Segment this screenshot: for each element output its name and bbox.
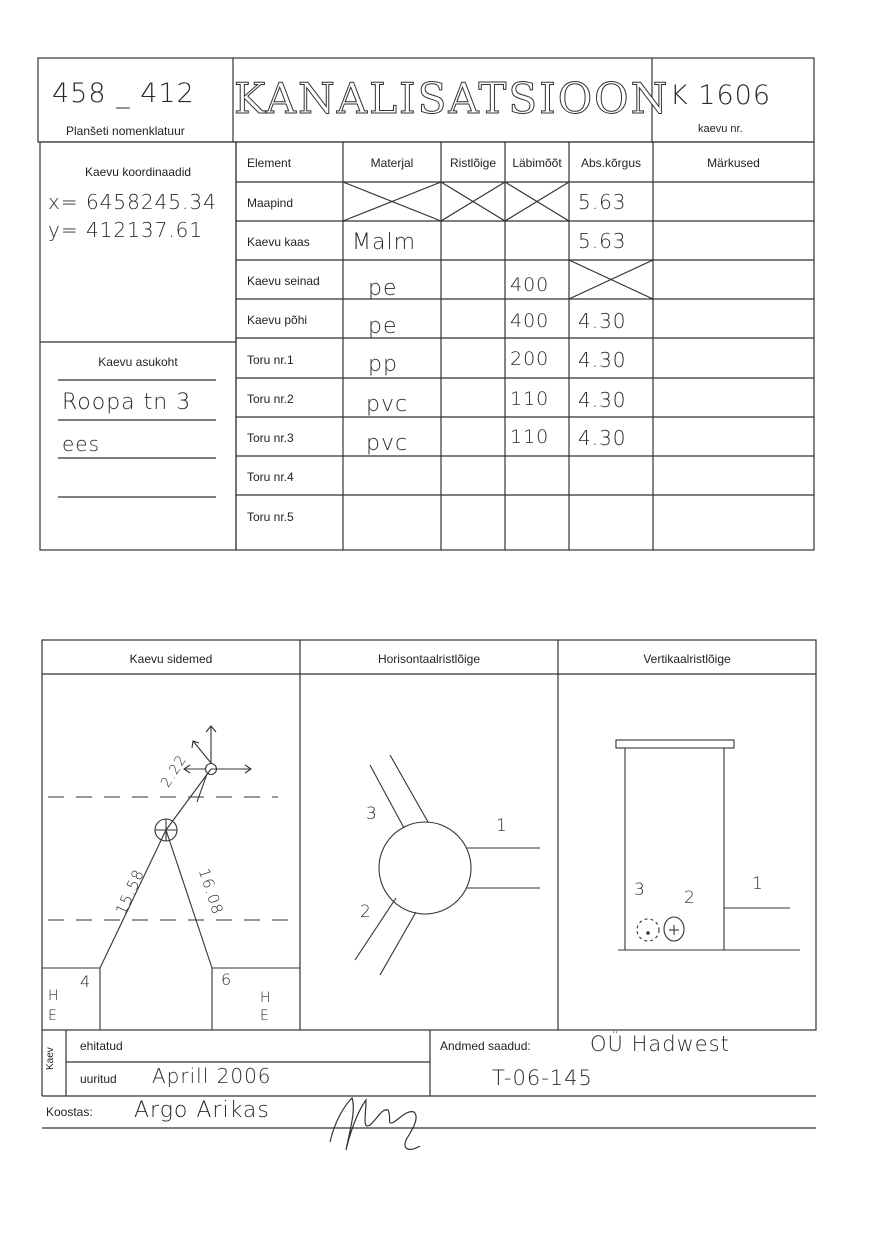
tie-corner-right: 6 bbox=[221, 970, 233, 989]
nomenclature-label: Planšeti nomenklatuur bbox=[66, 124, 185, 138]
tie-distance-top: 2.22 bbox=[158, 752, 191, 791]
table-row-diameter: 200 bbox=[510, 348, 550, 370]
measured-label: uuritud bbox=[80, 1072, 117, 1086]
location-label: Kaevu asukoht bbox=[98, 355, 178, 369]
data-source-value-2: T-06-145 bbox=[492, 1066, 593, 1090]
col-header-element: Element bbox=[247, 156, 292, 170]
table-row-height: 4.30 bbox=[578, 388, 627, 412]
table-row-material: pvc bbox=[366, 431, 409, 456]
table-row-height: 4.30 bbox=[578, 309, 627, 333]
nomenclature-value: 458 _ 412 bbox=[52, 78, 195, 109]
vertical-pipe-1: 1 bbox=[752, 874, 764, 894]
horizontal-pipe-2: 2 bbox=[360, 902, 372, 922]
coordinates-label: Kaevu koordinaadid bbox=[84, 165, 192, 179]
table-row-material: pe bbox=[368, 314, 398, 339]
coordinate-y: y= 412137.61 bbox=[48, 218, 204, 242]
built-label: ehitatud bbox=[80, 1039, 123, 1053]
col-header-diameter: Läbimõõt bbox=[512, 156, 562, 170]
table-row-material: pe bbox=[368, 276, 398, 301]
table-row-element: Toru nr.4 bbox=[247, 470, 294, 484]
horizontal-sketch-label: Horisontaalristlõige bbox=[377, 652, 481, 666]
table-row-height: 5.63 bbox=[578, 190, 627, 214]
footer-side-label: Kaev bbox=[45, 1047, 56, 1070]
compiled-value: Argo Arikas bbox=[134, 1098, 270, 1123]
vertical-pipe-2: 2 bbox=[684, 888, 696, 908]
page-title: KANALISATSIOON bbox=[234, 74, 670, 123]
tie-he-right-h: H bbox=[260, 990, 272, 1006]
vertical-sketch bbox=[616, 740, 800, 950]
well-number-label: kaevu nr. bbox=[698, 123, 743, 135]
table-row-height: 4.30 bbox=[578, 426, 627, 450]
vertical-pipe-3: 3 bbox=[634, 880, 646, 900]
table-row-diameter: 110 bbox=[510, 426, 550, 448]
table-row-element: Maapind bbox=[247, 196, 294, 210]
col-header-section: Ristlõige bbox=[449, 156, 497, 170]
col-header-height: Abs.kõrgus bbox=[580, 156, 642, 170]
vertical-sketch-label: Vertikaalristlõige bbox=[643, 652, 731, 666]
well-number-value: K 1606 bbox=[670, 80, 772, 111]
table-row-element: Toru nr.3 bbox=[247, 431, 294, 445]
location-line-2: ees bbox=[62, 432, 101, 456]
tie-he-left-e: E bbox=[48, 1008, 58, 1024]
table-row-element: Kaevu kaas bbox=[247, 235, 310, 249]
table-row-element: Toru nr.1 bbox=[247, 353, 294, 367]
location-line-1: Roopa tn 3 bbox=[62, 390, 192, 415]
table-row-element: Toru nr.5 bbox=[247, 510, 294, 524]
horizontal-pipe-1: 1 bbox=[496, 816, 508, 836]
table-row-element: Kaevu seinad bbox=[247, 274, 320, 288]
tie-he-right-e: E bbox=[260, 1008, 270, 1024]
table-row-height: 4.30 bbox=[578, 348, 627, 372]
tie-he-left-h: H bbox=[48, 988, 60, 1004]
horizontal-sketch bbox=[355, 755, 540, 975]
tie-corner-left: 4 bbox=[80, 972, 92, 991]
horizontal-pipe-3: 3 bbox=[366, 804, 378, 824]
table-row-element: Toru nr.2 bbox=[247, 392, 294, 406]
measured-value: Aprill 2006 bbox=[152, 1064, 272, 1088]
signature-mark bbox=[330, 1098, 420, 1150]
table-row-material: pp bbox=[368, 352, 398, 377]
tie-distance-right: 16.08 bbox=[194, 866, 227, 918]
compiled-label: Koostas: bbox=[46, 1105, 93, 1119]
col-header-notes: Märkused bbox=[707, 156, 760, 170]
table-row-diameter: 400 bbox=[510, 274, 550, 296]
table-row-element: Kaevu põhi bbox=[247, 313, 308, 327]
table-row-height: 5.63 bbox=[578, 229, 627, 253]
tie-distance-left: 15.58 bbox=[112, 866, 148, 918]
table-row-material: pvc bbox=[366, 392, 409, 417]
table-row-diameter: 400 bbox=[510, 310, 550, 332]
coordinate-x: x= 6458245.34 bbox=[48, 190, 217, 214]
data-source-value-1: OÜ Hadwest bbox=[590, 1032, 730, 1056]
ties-sketch-label: Kaevu sidemed bbox=[129, 652, 213, 666]
table-row-material: Malm bbox=[352, 230, 417, 255]
data-source-label: Andmed saadud: bbox=[440, 1039, 531, 1053]
col-header-material: Materjal bbox=[370, 156, 414, 170]
table-row-diameter: 110 bbox=[510, 388, 550, 410]
